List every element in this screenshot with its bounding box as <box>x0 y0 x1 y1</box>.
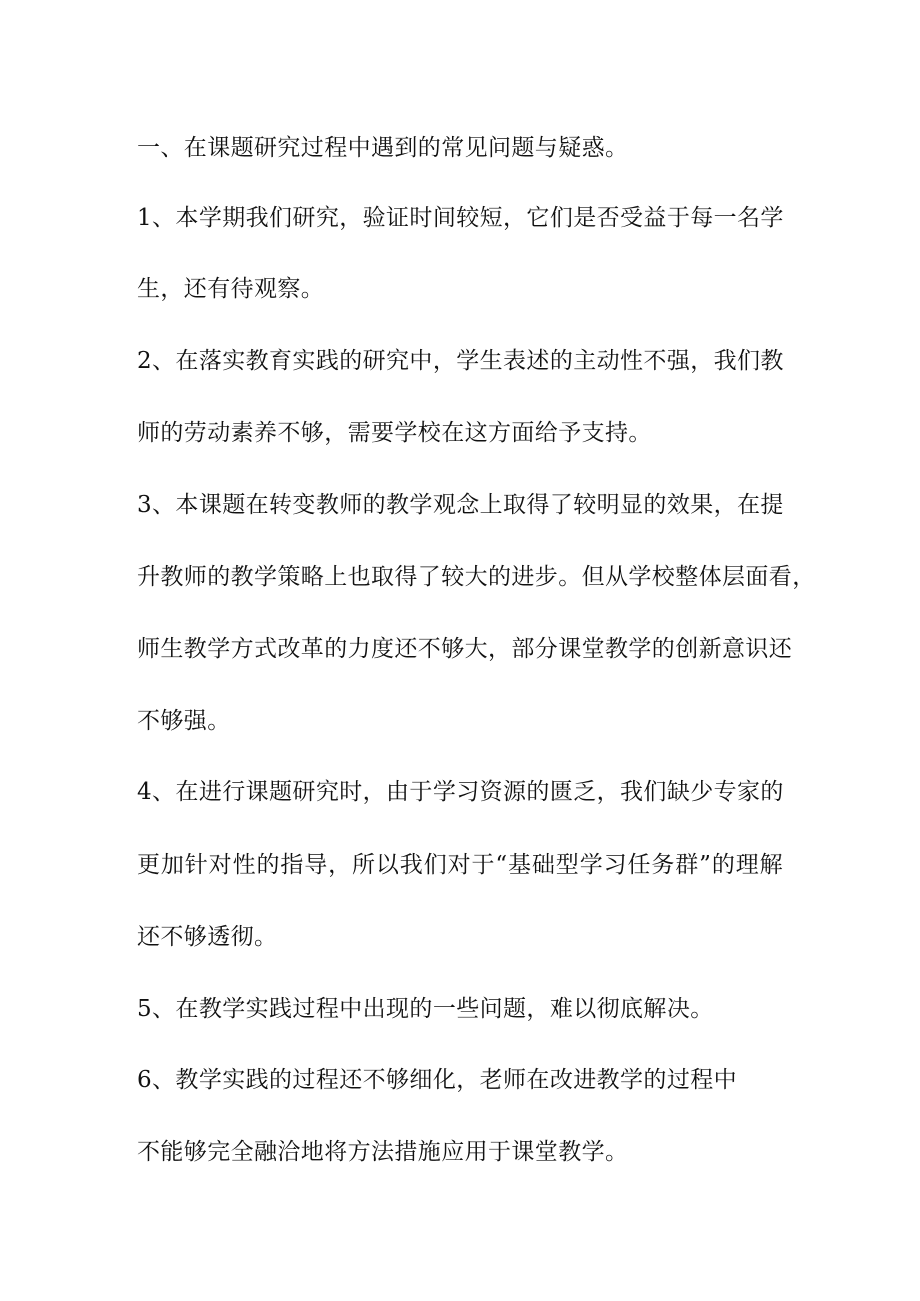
paragraph-3-line-2: 升教师的教学策略上也取得了较大的进步。但从学校整体层面看， <box>137 564 816 590</box>
paragraph-3-line-4: 不够强。 <box>137 708 231 734</box>
paragraph-6-line-2: 不能够完全融洽地将方法措施应用于课堂教学。 <box>137 1139 629 1165</box>
paragraph-3-line-3: 师生教学方式改革的力度还不够大，部分课堂教学的创新意识还 <box>137 636 793 662</box>
paragraph-6-line-1: 6、教学实践的过程还不够细化，老师在改进教学的过程中 <box>137 1067 738 1093</box>
section-heading: 一、在课题研究过程中遇到的常见问题与疑惑。 <box>137 135 629 161</box>
paragraph-1-line-1: 1、本学期我们研究，验证时间较短，它们是否受益于每一名学 <box>137 205 784 231</box>
paragraph-2-line-1: 2、在落实教育实践的研究中，学生表述的主动性不强，我们教 <box>137 348 784 374</box>
paragraph-4-line-1: 4、在进行课题研究时，由于学习资源的匮乏，我们缺少专家的 <box>137 779 784 805</box>
paragraph-1-line-2: 生，还有待观察。 <box>137 276 325 302</box>
paragraph-3-line-1: 3、本课题在转变教师的教学观念上取得了较明显的效果，在提 <box>137 492 784 518</box>
paragraph-4-line-2: 更加针对性的指导，所以我们对于“基础型学习任务群”的理解 <box>137 852 783 878</box>
paragraph-4-line-3: 还不够透彻。 <box>137 924 278 950</box>
paragraph-2-line-2: 师的劳动素养不够，需要学校在这方面给予支持。 <box>137 420 652 446</box>
paragraph-5-line-1: 5、在教学实践过程中出现的一些问题，难以彻底解决。 <box>137 996 714 1022</box>
